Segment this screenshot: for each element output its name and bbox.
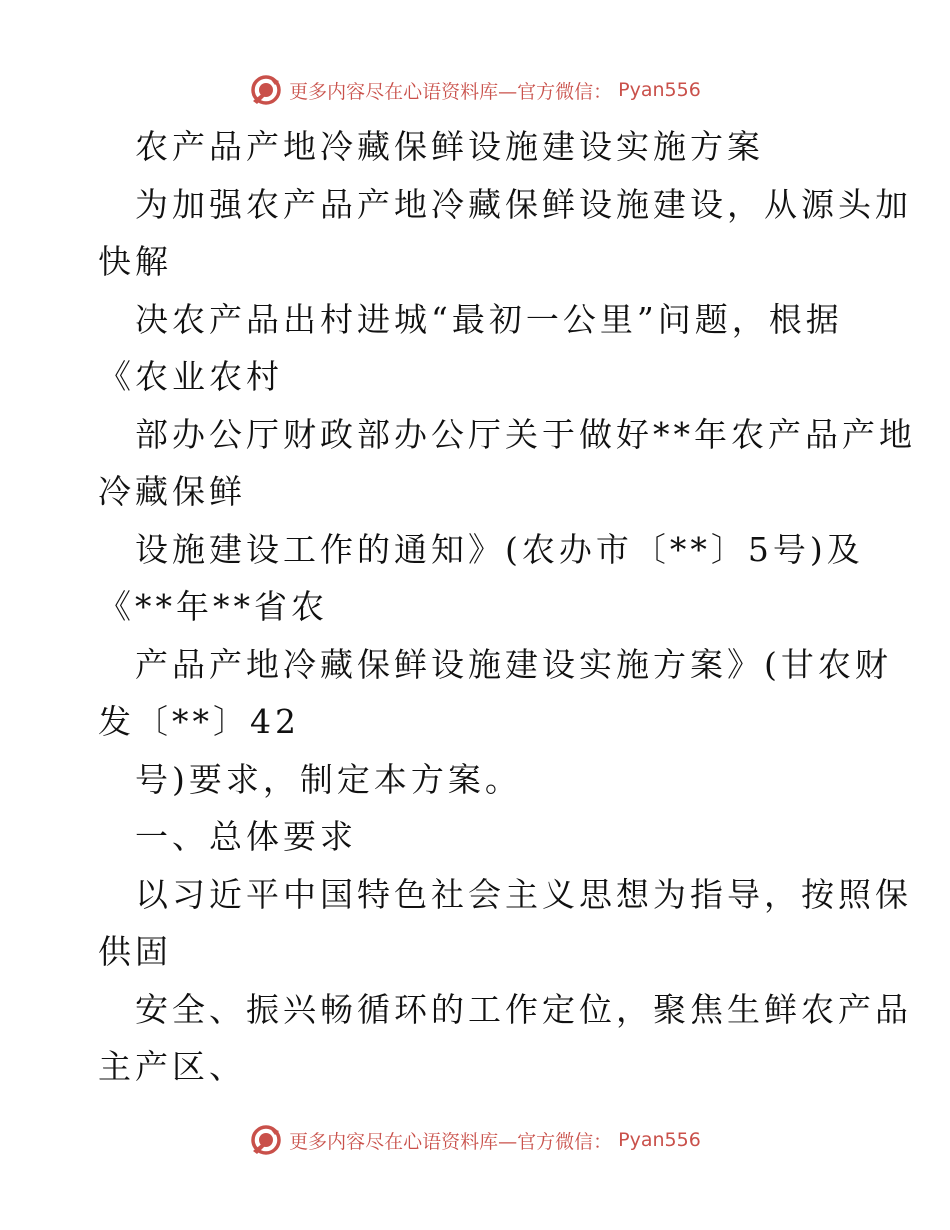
text-line: 部办公厅财政部办公厅关于做好**年农产品产地 [135, 414, 916, 454]
watermark-brand-text: 更多内容尽在心语资料库—官方微信： [289, 80, 613, 103]
text-line: 主产区、 [98, 1047, 246, 1086]
text-line: 号)要求，制定本方案。 [135, 759, 522, 799]
text-line: 产品产地冷藏保鲜设施建设实施方案》(甘农财 [135, 644, 892, 684]
text-line: 以习近平中国特色社会主义思想为指导，按照保 [135, 874, 912, 914]
pen-logo-icon [249, 73, 283, 107]
text-line: 设施建设工作的通知》(农办市〔**〕5号)及 [135, 529, 864, 569]
text-line: 《农业农村 [98, 357, 283, 396]
text-line: 决农产品出村进城“最初一公里”问题，根据 [135, 299, 843, 339]
text-line: 供固 [98, 932, 172, 971]
watermark-contact: Pyan556 [618, 1129, 701, 1151]
document-body [98, 118, 916, 1096]
pen-logo-icon [249, 1123, 283, 1157]
text-line: 快解 [98, 242, 172, 281]
text-line: 为加强农产品产地冷藏保鲜设施建设，从源头加 [135, 184, 912, 224]
text-line: 发〔**〕42 [98, 702, 300, 741]
watermark-brand-text: 更多内容尽在心语资料库—官方微信： [289, 1130, 613, 1153]
text-line: 《**年**省农 [98, 587, 328, 626]
text-line: 冷藏保鲜 [98, 472, 246, 511]
watermark-header [0, 70, 950, 110]
watermark-footer [0, 1120, 950, 1160]
watermark-contact: Pyan556 [618, 79, 701, 101]
text-line: 安全、振兴畅循环的工作定位，聚焦生鲜农产品 [135, 989, 912, 1029]
text-line: 农产品产地冷藏保鲜设施建设实施方案 [135, 127, 764, 166]
section-heading: 一、总体要求 [135, 817, 357, 856]
